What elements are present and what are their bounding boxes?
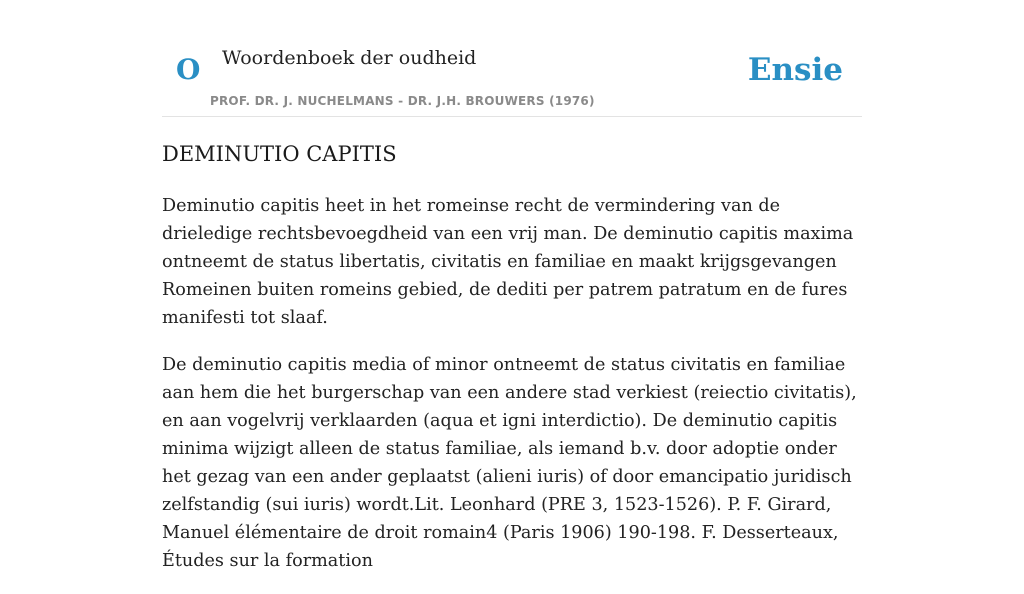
entry-paragraph: Deminutio capitis heet in het romeinse recht de vermindering van de drieledige rechtsbevoegdheid van een vrij man. De deminutio capitis maxima ontneemt de status libertatis, civitatis en familiae en maakt krijgsgevangen Romeinen buiten romeins gebied, de dediti per patrem patratum en de fures manifesti tot slaaf. (162, 196, 854, 328)
source-header (162, 0, 862, 117)
entry-paragraph: De deminutio capitis media of minor ontneemt de status civitatis en familiae aan hem die het burgerschap van een andere stad verkiest (reiectio civitatis), en aan vogelvrij verklaarden (aqua et igni interdictio). De deminutio capitis minima wijzigt alleen de status familiae, als iemand b.v. door adoptie onder het gezag van een ander geplaatst (alieni iuris) of door emancipatio juridisch zelfstandig (sui iuris) wordt.Lit. Leonhard (PRE 3, 1523-1526). P. F. Girard, Manuel élémentaire de droit romain4 (Paris 1906) 190-198. F. Desserteaux, Études sur la formation (162, 355, 857, 571)
source-title-link[interactable]: Woordenboek der oudheid (222, 47, 477, 69)
index-letter[interactable]: O (176, 53, 201, 86)
ensie-logo[interactable]: Ensie (747, 52, 843, 88)
page (162, 0, 862, 571)
source-authors: PROF. DR. J. NUCHELMANS - DR. J.H. BROUWERS (1976) (210, 94, 595, 108)
entry-title: DEMINUTIO CAPITIS (162, 142, 397, 166)
entry-body (162, 192, 862, 594)
